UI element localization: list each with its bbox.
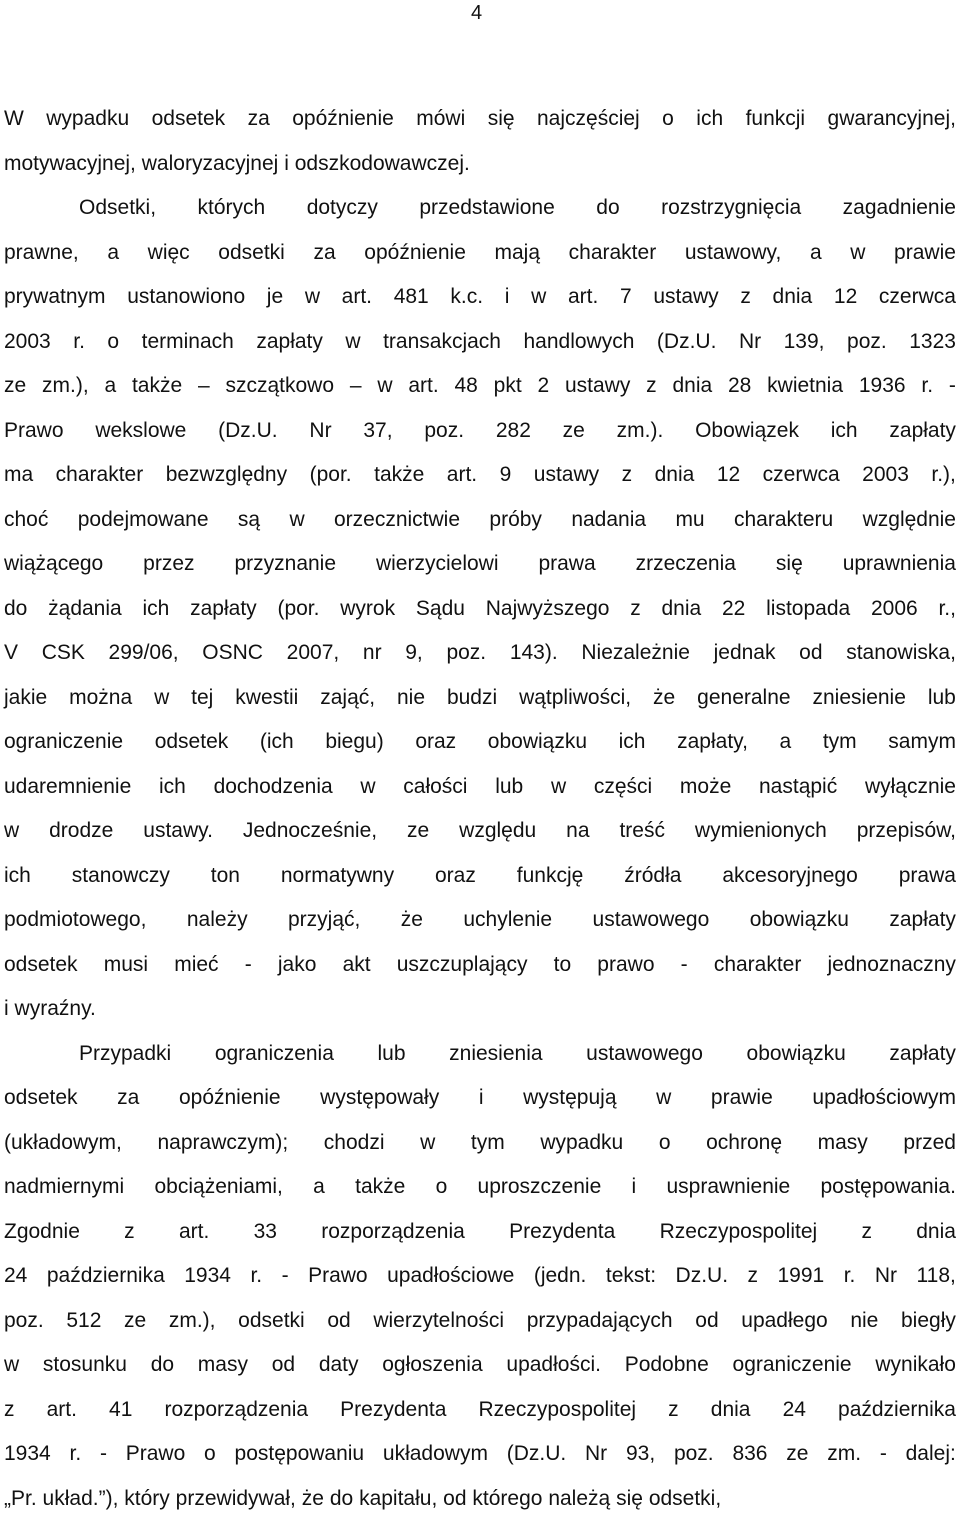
- text-line: w drodze ustawy. Jednocześnie, ze względu na treść wymienionych przepisów,: [4, 819, 956, 842]
- paragraph: [4, 186, 956, 1032]
- text-line: i wyraźny.: [4, 997, 96, 1020]
- text-line: do żądania ich zapłaty (por. wyrok Sądu Najwyższego z dnia 22 listopada 2006 r.,: [4, 596, 956, 620]
- text-line: odsetek musi mieć - jako akt uszczuplający to prawo - charakter jednoznaczny: [4, 952, 956, 976]
- text-line: z art. 41 rozporządzenia Prezydenta Rzeczypospolitej z dnia 24 października: [4, 1397, 956, 1421]
- text-line: motywacyjnej, waloryzacyjnej i odszkodowawczej.: [4, 151, 470, 175]
- text-line: Prawo wekslowe (Dz.U. Nr 37, poz. 282 ze zm.). Obowiązek ich zapłaty: [4, 418, 956, 442]
- text-line: prawne, a więc odsetki za opóźnienie mają charakter ustawowy, a w prawie: [4, 240, 956, 264]
- text-line: W wypadku odsetek za opóźnienie mówi się najczęściej o ich funkcji gwarancyjnej,: [4, 107, 956, 130]
- text-line: Przypadki ograniczenia lub zniesienia ustawowego obowiązku zapłaty: [79, 1041, 956, 1065]
- text-line: nadmiernymi obciążeniami, a także o uproszczenie i usprawnienie postępowania.: [4, 1175, 956, 1198]
- text-line: „Pr. układ.”), który przewidywał, że do kapitału, od którego należą się odsetki,: [4, 1486, 722, 1510]
- text-line: odsetek za opóźnienie występowały i występują w prawie upadłościowym: [4, 1086, 956, 1109]
- text-line: Zgodnie z art. 33 rozporządzenia Prezydenta Rzeczypospolitej z dnia: [4, 1219, 956, 1243]
- text-line: ze zm.), a także – szczątkowo – w art. 48 pkt 2 ustawy z dnia 28 kwietnia 1936 r. -: [4, 374, 956, 397]
- text-line: prywatnym ustanowiono je w art. 481 k.c. i w art. 7 ustawy z dnia 12 czerwca: [4, 285, 956, 308]
- text-line: wiążącego przez przyznanie wierzycielowi prawa zrzeczenia się uprawnienia: [4, 552, 956, 575]
- text-line: ich stanowczy ton normatywny oraz funkcję źródła akcesoryjnego prawa: [4, 863, 956, 887]
- document-body: [4, 97, 956, 1521]
- text-line: Odsetki, których dotyczy przedstawione do rozstrzygnięcia zagadnienie: [79, 196, 956, 219]
- text-line: 24 października 1934 r. - Prawo upadłościowe (jedn. tekst: Dz.U. z 1991 r. Nr 118,: [4, 1264, 956, 1287]
- text-line: podmiotowego, należy przyjąć, że uchylenie ustawowego obowiązku zapłaty: [4, 908, 956, 931]
- page-number: 4: [471, 2, 483, 24]
- text-line: jakie można w tej kwestii zająć, nie budzi wątpliwości, że generalne zniesienie lub: [4, 685, 956, 709]
- text-line: (układowym, naprawczym); chodzi w tym wypadku o ochronę masy przed: [4, 1130, 956, 1154]
- text-line: choć podejmowane są w orzecznictwie próby nadania mu charakteru względnie: [4, 507, 956, 531]
- paragraph: [4, 97, 956, 186]
- text-line: ma charakter bezwzględny (por. także art. 9 ustawy z dnia 12 czerwca 2003 r.),: [4, 463, 956, 486]
- text-line: 1934 r. - Prawo o postępowaniu układowym (Dz.U. Nr 93, poz. 836 ze zm. - dalej:: [4, 1442, 956, 1465]
- text-line: ograniczenie odsetek (ich biegu) oraz obowiązku ich zapłaty, a tym samym: [4, 730, 956, 753]
- text-line: poz. 512 ze zm.), odsetki od wierzytelności przypadających od upadłego nie biegły: [4, 1308, 956, 1332]
- paragraph: [4, 1032, 956, 1522]
- text-line: 2003 r. o terminach zapłaty w transakcjach handlowych (Dz.U. Nr 139, poz. 1323: [4, 329, 956, 353]
- text-line: w stosunku do masy od daty ogłoszenia upadłości. Podobne ograniczenie wynikało: [4, 1353, 956, 1376]
- text-line: V CSK 299/06, OSNC 2007, nr 9, poz. 143). Niezależnie jednak od stanowiska,: [4, 641, 956, 664]
- text-line: udaremnienie ich dochodzenia w całości lub w części może nastąpić wyłącznie: [4, 774, 956, 798]
